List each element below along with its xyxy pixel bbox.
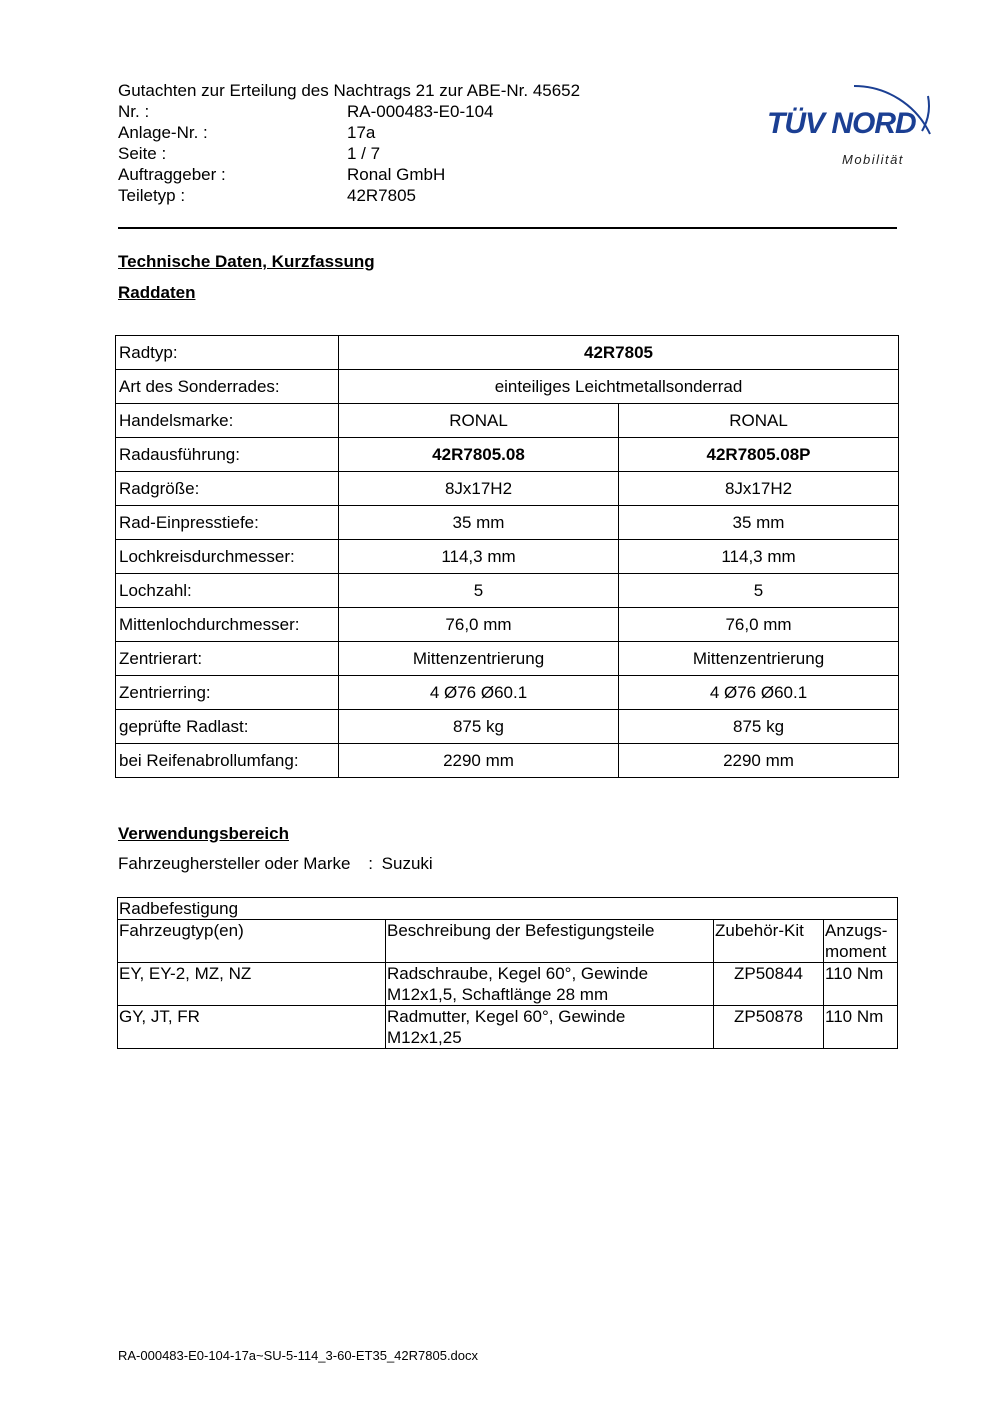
table-header-row [118,920,898,963]
section-heading-verwendungsbereich: Verwendungsbereich [118,824,289,843]
row-label: Zentrierring: [116,676,339,710]
row-label: Radausführung: [116,438,339,472]
fahrzeughersteller-separator: : [368,854,373,873]
header-value: Ronal GmbH [347,165,446,184]
cell-value: 35 mm [339,506,619,540]
cell-value: RONAL [339,404,619,438]
beschreibung-line: Radmutter, Kegel 60°, Gewinde [387,1007,626,1026]
table-row [116,608,899,642]
column-header-fahrzeugtyp: Fahrzeugtyp(en) [118,920,386,963]
cell-value: 76,0 mm [619,608,899,642]
logo-wordmark: TÜV NORD [767,107,916,140]
header-value: 17a [347,123,376,142]
table-row [116,540,899,574]
raddaten-table [115,335,899,778]
column-header-beschreibung: Beschreibung der Befestigungsteile [386,920,714,963]
zubehoer-kit-cell: ZP50878 [714,1006,824,1049]
column-header-zubehoer-kit: Zubehör-Kit [714,920,824,963]
table-row [116,710,899,744]
cell-value: 875 kg [619,710,899,744]
cell-value: 5 [339,574,619,608]
beschreibung-cell [386,963,714,1006]
zubehoer-kit-cell: ZP50844 [714,963,824,1006]
cell-value: 114,3 mm [339,540,619,574]
row-label: Handelsmarke: [116,404,339,438]
radtyp-value: 42R7805 [339,336,899,370]
cell-value: 5 [619,574,899,608]
cell-value: 114,3 mm [619,540,899,574]
header-label: Anlage-Nr. : [118,123,208,142]
radbefestigung-table [117,897,898,1049]
table-row [116,438,899,472]
row-label: Radgröße: [116,472,339,506]
row-label: Mittenlochdurchmesser: [116,608,339,642]
cell-value: RONAL [619,404,899,438]
header-row-auftraggeber [118,164,580,185]
cell-value: 8Jx17H2 [339,472,619,506]
table-row [116,404,899,438]
table-row [116,506,899,540]
anzugsmoment-cell: 110 Nm [824,1006,898,1049]
row-label: Lochkreisdurchmesser: [116,540,339,574]
table-row [118,963,898,1006]
header-label: Nr. : [118,102,150,121]
table-row [116,370,899,404]
header-value: 1 / 7 [347,144,381,163]
fahrzeughersteller-value: Suzuki [381,854,433,873]
cell-value: 8Jx17H2 [619,472,899,506]
fahrzeugtyp-cell: EY, EY-2, MZ, NZ [118,963,386,1006]
row-label: bei Reifenabrollumfang: [116,744,339,778]
table-title-row [118,898,898,920]
row-label: Zentrierart: [116,642,339,676]
fahrzeugtyp-cell: GY, JT, FR [118,1006,386,1049]
cell-value: 875 kg [339,710,619,744]
row-label: Radtyp: [116,336,339,370]
table-row [116,744,899,778]
table-row [116,336,899,370]
fahrzeughersteller-line [118,854,433,874]
cell-value: 76,0 mm [339,608,619,642]
section-heading-technische-daten: Technische Daten, Kurzfassung [118,252,375,271]
cell-value: 4 Ø76 Ø60.1 [339,676,619,710]
cell-value: 42R7805.08P [619,438,899,472]
cell-value: 2290 mm [619,744,899,778]
header-label: Teiletyp : [118,186,186,205]
row-label: geprüfte Radlast: [116,710,339,744]
row-label: Lochzahl: [116,574,339,608]
beschreibung-line: Radschraube, Kegel 60°, Gewinde [387,964,649,983]
header-value: RA-000483-E0-104 [347,102,494,121]
cell-value: Mittenzentrierung [339,642,619,676]
header-line: Anzugs- [825,921,888,940]
table-row [116,472,899,506]
header-row-nr [118,101,580,122]
header-row-teiletyp [118,185,580,206]
header-line: moment [825,942,887,961]
beschreibung-line: M12x1,5, Schaftlänge 28 mm [387,985,609,1004]
tuev-nord-logo [762,56,942,176]
document-header [118,80,580,206]
table-row [118,1006,898,1049]
header-row-seite [118,143,580,164]
header-label: Auftraggeber : [118,165,226,184]
table-row [116,676,899,710]
section-heading-raddaten: Raddaten [118,283,196,302]
anzugsmoment-cell: 110 Nm [824,963,898,1006]
beschreibung-cell [386,1006,714,1049]
row-label: Rad-Einpresstiefe: [116,506,339,540]
cell-value: 2290 mm [339,744,619,778]
header-row-anlage [118,122,580,143]
document-footer-filename: RA-000483-E0-104-17a~SU-5-114_3-60-ET35_42R7805.docx [118,1348,479,1363]
row-label: Art des Sonderrades: [116,370,339,404]
art-value: einteiliges Leichtmetallsonderrad [339,370,899,404]
radbefestigung-title: Radbefestigung [118,898,898,920]
table-row [116,642,899,676]
header-divider [118,227,897,229]
cell-value: 42R7805.08 [339,438,619,472]
beschreibung-line: M12x1,25 [387,1028,462,1047]
header-label: Seite : [118,144,167,163]
cell-value: Mittenzentrierung [619,642,899,676]
column-header-anzugsmoment [824,920,898,963]
logo-subtitle: Mobilität [842,152,904,167]
document-title: Gutachten zur Erteilung des Nachtrags 21 zur ABE-Nr. 45652 [118,81,581,100]
cell-value: 35 mm [619,506,899,540]
header-value: 42R7805 [347,186,417,205]
cell-value: 4 Ø76 Ø60.1 [619,676,899,710]
table-row [116,574,899,608]
fahrzeughersteller-label: Fahrzeughersteller oder Marke [118,854,351,873]
